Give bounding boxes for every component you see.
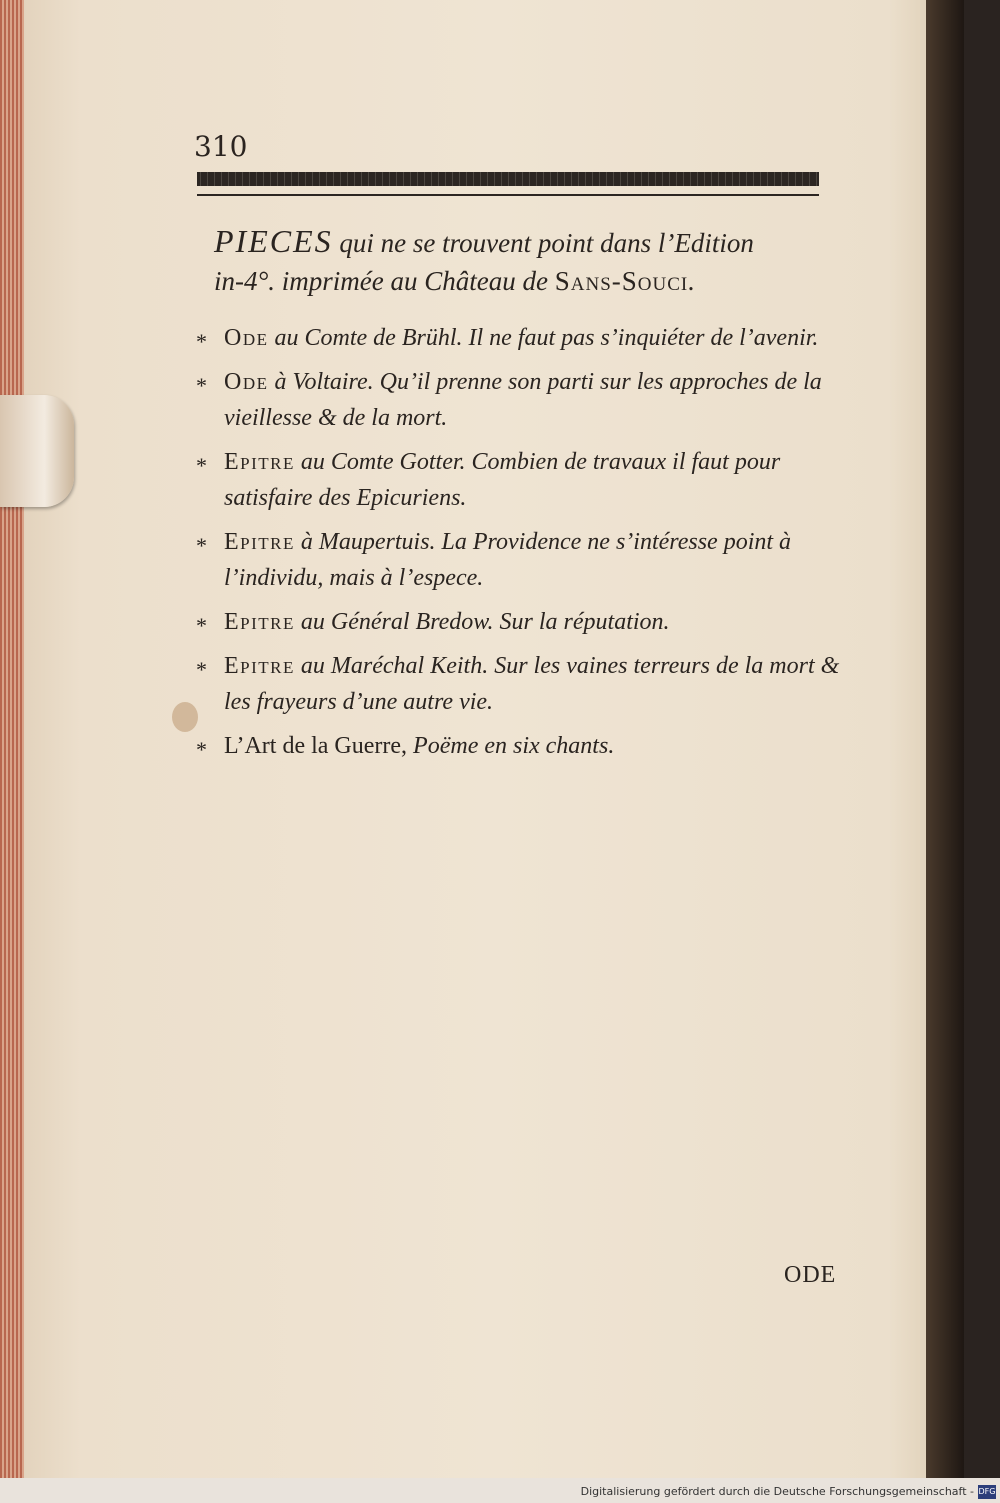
list-item — [194, 604, 844, 640]
list-item — [194, 728, 844, 764]
entry-separator: , — [401, 733, 414, 759]
facing-page-edge — [926, 0, 964, 1478]
entry-description: au Comte de Brühl. Il ne faut pas s’inquiéter de l’avenir. — [268, 325, 819, 351]
heading-rest: qui ne se trouvent point dans l’Edition — [332, 228, 754, 258]
asterisk-mark: * — [196, 329, 207, 354]
entry-kind: Epitre — [224, 609, 295, 635]
asterisk-mark: * — [196, 737, 207, 762]
entries-list — [194, 320, 844, 772]
heading-line2-c: . — [688, 266, 695, 296]
list-item — [194, 364, 844, 436]
asterisk-mark: * — [196, 453, 207, 478]
page-edges — [0, 0, 26, 1503]
section-heading — [214, 222, 834, 300]
asterisk-mark: * — [196, 373, 207, 398]
ornamental-rule — [197, 172, 819, 186]
thin-rule — [197, 194, 819, 196]
dfg-logo-icon: DFG — [978, 1485, 996, 1499]
entry-title: L’Art de la Guerre — [224, 733, 402, 759]
entry-description: au Général Bredow. Sur la réputation. — [294, 609, 670, 635]
entry-kind: Epitre — [224, 529, 295, 555]
entry-description: au Comte Gotter. Combien de travaux il faut pour satisfaire des Epicuriens. — [224, 449, 781, 511]
heading-sans-souci: Sans-Souci — [554, 266, 689, 296]
catchword: ODE — [784, 1262, 837, 1288]
list-item — [194, 524, 844, 596]
bookmark-tab — [0, 395, 74, 507]
entry-description: Poëme en six chants. — [413, 733, 615, 759]
entry-kind: Epitre — [224, 449, 295, 475]
entry-description: à Maupertuis. La Providence ne s’intéresse point à l’individu, mais à l’espece. — [224, 529, 792, 591]
entry-kind: Epitre — [224, 653, 295, 679]
entry-description: au Maréchal Keith. Sur les vaines terreurs de la mort & les frayeurs d’une autre vie. — [224, 653, 840, 715]
entry-description: à Voltaire. Qu’il prenne son parti sur les approches de la vieillesse & de la mort. — [224, 369, 822, 431]
asterisk-mark: * — [196, 657, 207, 682]
entry-kind: Ode — [224, 369, 269, 395]
footer-bar — [0, 1478, 1000, 1503]
list-item — [194, 648, 844, 720]
asterisk-mark: * — [196, 613, 207, 638]
list-item — [194, 444, 844, 516]
entry-kind: Ode — [224, 325, 269, 351]
footer-credit: Digitalisierung gefördert durch die Deutsche Forschungsgemeinschaft - — [580, 1485, 974, 1498]
heading-line2-a: in-4°. imprimée au Château de — [214, 266, 555, 296]
heading-pieces: PIECES — [214, 223, 333, 259]
asterisk-mark: * — [196, 533, 207, 558]
page-number: 310 — [194, 130, 248, 163]
list-item — [194, 320, 844, 356]
